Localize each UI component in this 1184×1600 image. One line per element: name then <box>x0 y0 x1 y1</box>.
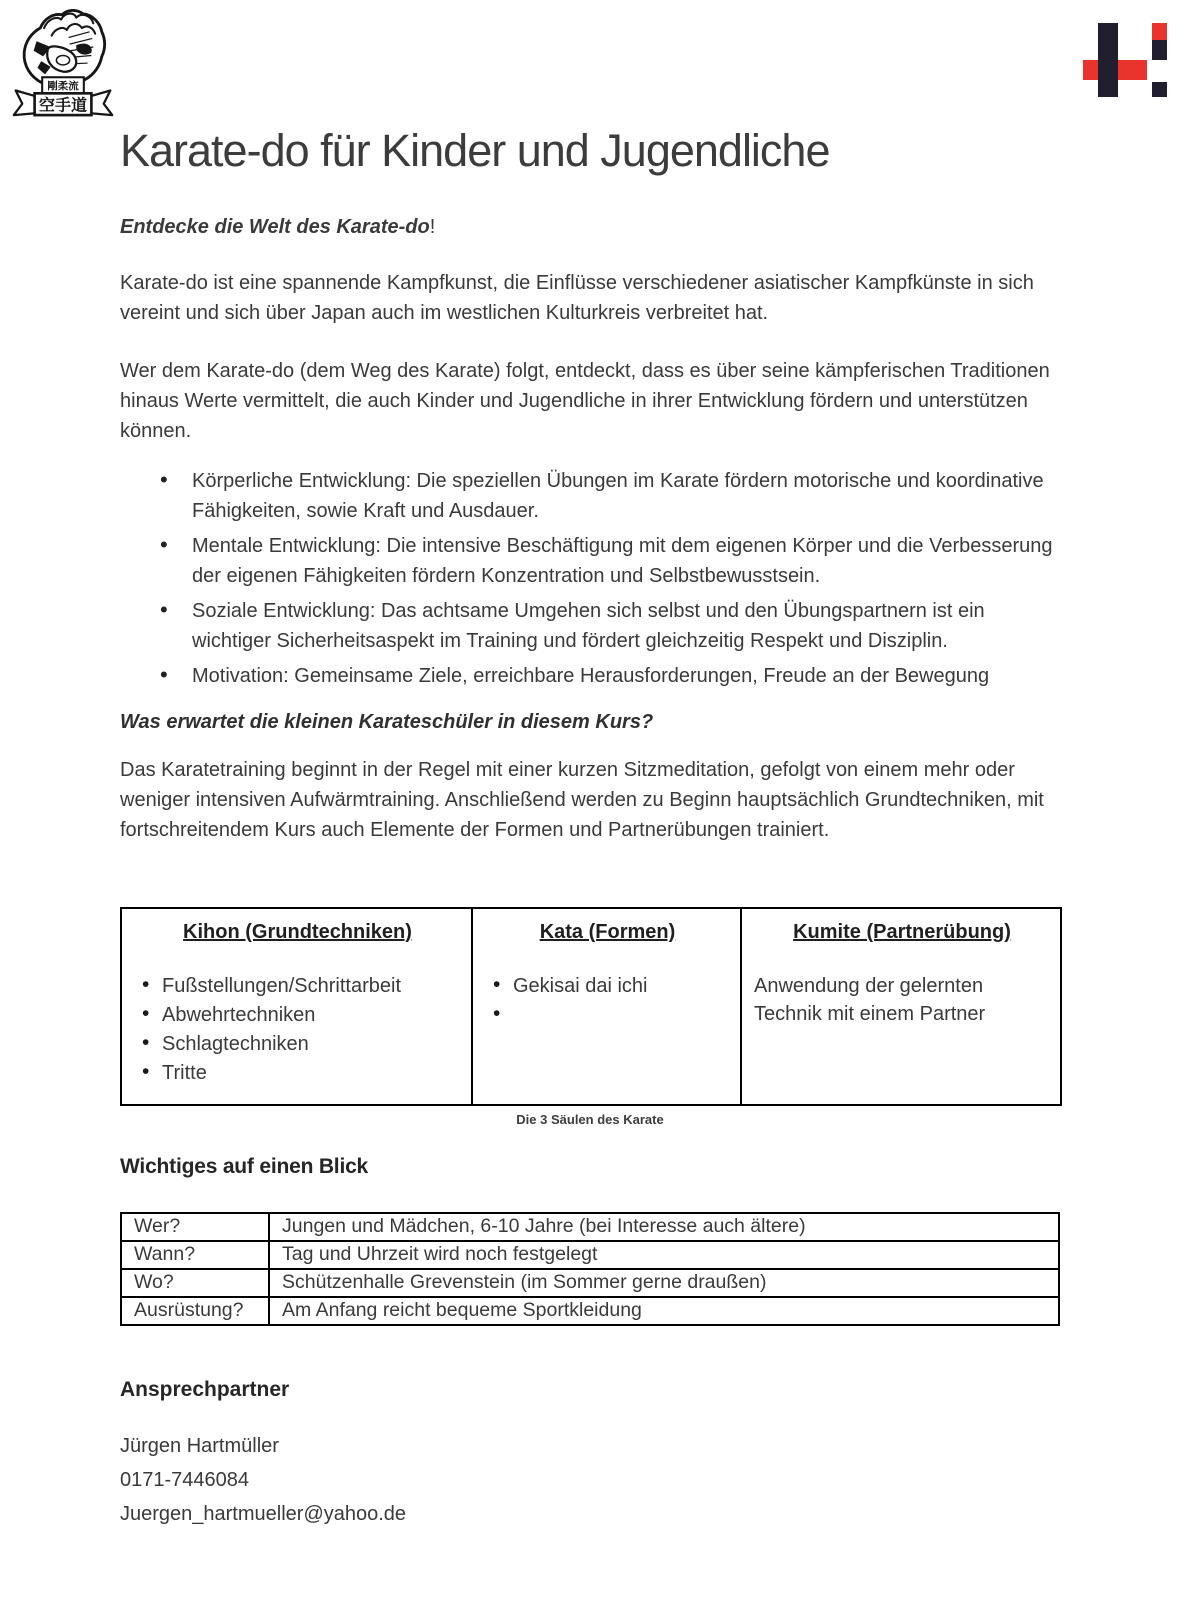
benefit-item: • Mentale Entwicklung: Die intensive Beschäftigung mit dem eigenen Körper und die Verbesserung der eigenen Fähigkeiten fördern Konzentration und Selbstbewusstsein. <box>120 531 1060 591</box>
pillars-table-caption: Die 3 Säulen des Karate <box>516 1112 664 1127</box>
overview-label: Wo? <box>121 1269 269 1297</box>
page-title: Karate-do für Kinder und Jugendliche <box>120 125 830 176</box>
club-logo-dark-square-top <box>1152 40 1167 60</box>
contact-email: Juergen_hartmueller@yahoo.de <box>120 1503 407 1525</box>
pillars-table <box>120 907 1062 1106</box>
intro-lead-suffix: ! <box>429 216 436 238</box>
fist-banner-kanji: 空手道 <box>38 96 88 115</box>
course-paragraph: Das Karatetraining beginnt in der Regel mit einer kurzen Sitzmeditation, gefolgt von einem mehr oder weniger intensiven Aufwärmtraining. Anschließend werden zu Beginn hauptsächlich Grundtechniken, mit fortschreitendem Kurs auch Elemente der Formen und Partnerübungen trainiert. <box>120 759 1044 841</box>
benefits-list <box>120 466 1060 691</box>
intro-lead <box>120 212 1060 242</box>
club-logo <box>1083 23 1167 97</box>
intro-paragraph-1: Karate-do ist eine spannende Kampfkunst, die Einflüsse verschiedener asiatischer Kampfkünste in sich vereint und sich über Japan auch im westlichen Kulturkreis verbreitet hat. <box>120 272 1034 324</box>
club-logo-dark-bar <box>1098 23 1118 97</box>
overview-table <box>120 1212 1060 1326</box>
pillars-cell-kihon <box>121 908 472 1105</box>
overview-label: Ausrüstung? <box>121 1297 269 1325</box>
benefit-item: • Motivation: Gemeinsame Ziele, erreichbare Herausforderungen, Freude an der Bewegung <box>120 661 1060 691</box>
pillars-header-kata: Kata (Formen) <box>539 921 676 943</box>
kata-list <box>485 972 730 1029</box>
kata-item-empty <box>485 1001 730 1029</box>
overview-label: Wer? <box>121 1213 269 1241</box>
benefit-item: • Soziale Entwicklung: Das achtsame Umgehen sich selbst und den Übungspartnern ist ein wichtiger Sicherheitsaspekt im Training und fördert gleichzeitig Respekt und Disziplin. <box>120 596 1060 656</box>
course-heading: Was erwartet die kleinen Karateschüler in diesem Kurs? <box>120 711 654 733</box>
overview-row <box>121 1241 1059 1269</box>
kata-item: • Gekisai dai ichi <box>485 972 730 1000</box>
overview-value: Am Anfang reicht bequeme Sportkleidung <box>269 1297 1059 1325</box>
intro-lead-text: Entdecke die Welt des Karate-do <box>120 216 430 238</box>
club-logo-dark-square-bottom <box>1152 82 1167 97</box>
kihon-item: • Schlagtechniken <box>134 1030 461 1058</box>
karate-fist-icon <box>10 5 116 123</box>
pillars-cell-kumite <box>741 908 1061 1105</box>
contact-heading: Ansprechpartner <box>120 1378 290 1401</box>
overview-heading: Wichtiges auf einen Blick <box>120 1155 369 1178</box>
kihon-item: • Tritte <box>134 1059 461 1087</box>
contact-name: Jürgen Hartmüller <box>120 1435 279 1457</box>
benefit-item: • Körperliche Entwicklung: Die speziellen Übungen im Karate fördern motorische und koordinative Fähigkeiten, sowie Kraft und Ausdauer. <box>120 466 1060 526</box>
overview-label: Wann? <box>121 1241 269 1269</box>
fist-style-kanji: 剛柔流 <box>47 81 79 93</box>
kihon-item: • Fußstellungen/Schrittarbeit <box>134 972 461 1000</box>
kihon-list <box>134 972 461 1087</box>
contact-phone: 0171-7446084 <box>120 1469 250 1491</box>
overview-value: Jungen und Mädchen, 6-10 Jahre (bei Interesse auch ältere) <box>269 1213 1059 1241</box>
pillars-row <box>121 908 1061 1105</box>
pillars-cell-kata <box>472 908 741 1105</box>
karate-fist-logo <box>10 5 116 123</box>
club-logo-red-square <box>1152 23 1167 40</box>
pillars-header-kihon: Kihon (Grundtechniken) <box>183 921 412 943</box>
kihon-item: • Abwehrtechniken <box>134 1001 461 1029</box>
overview-row <box>121 1269 1059 1297</box>
overview-value: Schützenhalle Grevenstein (im Sommer gerne draußen) <box>269 1269 1059 1297</box>
intro-paragraph-2: Wer dem Karate-do (dem Weg des Karate) folgt, entdeckt, dass es über seine kämpferischen Traditionen hinaus Werte vermittelt, die auch Kinder und Jugendliche in ihrer Entwicklung fördern und unterstützen können. <box>120 360 1050 442</box>
overview-row <box>121 1213 1059 1241</box>
overview-row <box>121 1297 1059 1325</box>
pillars-header-kumite: Kumite (Partnerübung) <box>793 921 1011 943</box>
overview-value: Tag und Uhrzeit wird noch festgelegt <box>269 1241 1059 1269</box>
kumite-text: Anwendung der gelernten Technik mit einem Partner <box>754 975 986 1025</box>
